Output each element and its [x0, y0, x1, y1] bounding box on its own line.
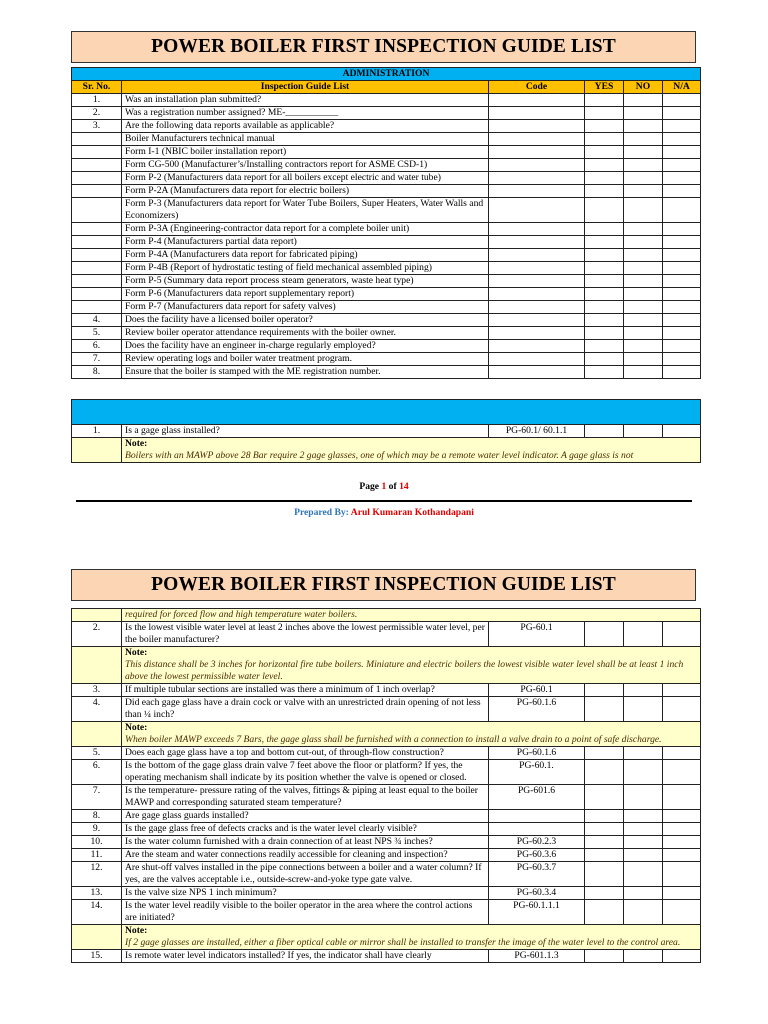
yes-cell[interactable]	[585, 862, 624, 887]
table-row	[72, 327, 701, 340]
row-text: Does the facility have an engineer in-charge regularly employed?	[122, 340, 489, 353]
yes-cell[interactable]	[585, 146, 624, 159]
na-cell[interactable]	[663, 340, 701, 353]
table-row	[72, 697, 701, 722]
no-cell[interactable]	[624, 697, 663, 722]
table-row	[72, 301, 701, 314]
no-cell[interactable]	[624, 425, 663, 438]
row-number	[72, 262, 122, 275]
row-code	[489, 353, 585, 366]
row-code	[489, 133, 585, 146]
na-cell[interactable]	[663, 133, 701, 146]
no-cell[interactable]	[624, 185, 663, 198]
table-row	[72, 288, 701, 301]
row-text: Form P-5 (Summary data report process steam generators, waste heat type)	[122, 275, 489, 288]
row-number: 11.	[72, 849, 122, 862]
row-code: PG-60.1.	[489, 760, 585, 785]
row-number	[72, 288, 122, 301]
na-cell[interactable]	[663, 862, 701, 887]
no-cell[interactable]	[624, 862, 663, 887]
yes-cell[interactable]	[585, 887, 624, 900]
table-row	[72, 249, 701, 262]
row-text: Are shut-off valves installed in the pipe connections between a boiler and a water column? If yes, are the valves acceptable i.e., outside-screw-and-yoke type gate valve.	[122, 862, 489, 887]
no-cell[interactable]	[624, 133, 663, 146]
row-code: PG-60.3.4	[489, 887, 585, 900]
no-cell[interactable]	[624, 107, 663, 120]
no-cell[interactable]	[624, 249, 663, 262]
row-code	[489, 198, 585, 223]
row-number: 12.	[72, 862, 122, 887]
row-number	[72, 223, 122, 236]
column-header: NO	[624, 81, 663, 94]
no-cell[interactable]	[624, 275, 663, 288]
no-cell[interactable]	[624, 198, 663, 223]
row-number	[72, 275, 122, 288]
row-text: Form P-3 (Manufacturers data report for Water Tube Boilers, Super Heaters, Water Walls and Economizers)	[122, 198, 489, 223]
yes-cell[interactable]	[585, 366, 624, 379]
row-code: PG-60.1	[489, 622, 585, 647]
note-label: Note:	[125, 647, 148, 658]
row-number: 6.	[72, 760, 122, 785]
inspection-table-administration	[71, 67, 701, 379]
yes-cell[interactable]	[585, 327, 624, 340]
yes-cell[interactable]	[585, 849, 624, 862]
no-cell[interactable]	[624, 366, 663, 379]
table-row	[72, 262, 701, 275]
row-code	[489, 288, 585, 301]
row-text: Are the steam and water connections readily accessible for cleaning and inspection?	[122, 849, 489, 862]
yes-cell[interactable]	[585, 684, 624, 697]
row-text: Are gage glass guards installed?	[122, 810, 489, 823]
row-code	[489, 120, 585, 133]
no-cell[interactable]	[624, 950, 663, 963]
na-cell[interactable]	[663, 760, 701, 785]
yes-cell[interactable]	[585, 120, 624, 133]
table-row	[72, 684, 701, 697]
na-cell[interactable]	[663, 887, 701, 900]
table-header	[72, 81, 701, 94]
table-row	[72, 146, 701, 159]
no-cell[interactable]	[624, 900, 663, 925]
note-text: When boiler MAWP exceeds 7 Bars, the gage glass shall be furnished with a connection to install a valve drain to a point of safe discharge.	[125, 734, 662, 745]
section-band	[72, 68, 701, 81]
na-cell[interactable]	[663, 159, 701, 172]
row-text: Form P-4B (Report of hydrostatic testing of field mechanical assembled piping)	[122, 262, 489, 275]
row-number	[72, 159, 122, 172]
table-row	[72, 340, 701, 353]
row-code	[489, 185, 585, 198]
row-number: 6.	[72, 340, 122, 353]
row-text: Boiler Manufacturers technical manual	[122, 133, 489, 146]
no-cell[interactable]	[624, 288, 663, 301]
yes-cell[interactable]	[585, 249, 624, 262]
row-text: Form CG-500 (Manufacturer’s/Installing contractors report for ASME CSD-1)	[122, 159, 489, 172]
row-number: 4.	[72, 314, 122, 327]
no-cell[interactable]	[624, 785, 663, 810]
table-row	[72, 107, 701, 120]
yes-cell[interactable]	[585, 301, 624, 314]
yes-cell[interactable]	[585, 185, 624, 198]
row-number: 7.	[72, 785, 122, 810]
yes-cell[interactable]	[585, 900, 624, 925]
yes-cell[interactable]	[585, 275, 624, 288]
row-number: 2.	[72, 107, 122, 120]
page-title: POWER BOILER FIRST INSPECTION GUIDE LIST	[71, 31, 696, 63]
row-code	[489, 327, 585, 340]
row-code	[489, 107, 585, 120]
table-row	[72, 849, 701, 862]
no-cell[interactable]	[624, 353, 663, 366]
row-code: PG-601.6	[489, 785, 585, 810]
row-number: 3.	[72, 684, 122, 697]
row-number: 7.	[72, 353, 122, 366]
na-cell[interactable]	[663, 198, 701, 223]
yes-cell[interactable]	[585, 262, 624, 275]
na-cell[interactable]	[663, 94, 701, 107]
row-code	[489, 366, 585, 379]
yes-cell[interactable]	[585, 198, 624, 223]
yes-cell[interactable]	[585, 236, 624, 249]
column-header: YES	[585, 81, 624, 94]
note-label: Note:	[125, 722, 148, 733]
row-number: 10.	[72, 836, 122, 849]
table-row	[72, 862, 701, 887]
column-header: N/A	[663, 81, 701, 94]
row-number: 1.	[72, 94, 122, 107]
table-row	[72, 236, 701, 249]
row-text: Was a registration number assigned? ME-___________	[122, 107, 489, 120]
note-text: This distance shall be 3 inches for horizontal fire tube boilers. Miniature and electric boilers the lowest visible water level shall be at least 1 inch above the lowest permissible water level.	[125, 659, 684, 682]
column-header: Inspection Guide List	[122, 81, 489, 94]
yes-cell[interactable]	[585, 760, 624, 785]
yes-cell[interactable]	[585, 340, 624, 353]
no-cell[interactable]	[624, 159, 663, 172]
na-cell[interactable]	[663, 823, 701, 836]
yes-cell[interactable]	[585, 288, 624, 301]
row-text: Is the bottom of the gage glass drain valve 7 feet above the floor or platform? If yes, the operating mechanism shall indicate by its position whether the valve is opened or closed.	[122, 760, 489, 785]
note-label: Note:	[125, 438, 148, 449]
row-number	[72, 236, 122, 249]
yes-cell[interactable]	[585, 836, 624, 849]
row-code	[489, 223, 585, 236]
row-code: PG-60.3.6	[489, 849, 585, 862]
na-cell[interactable]	[663, 836, 701, 849]
row-code	[489, 236, 585, 249]
na-cell[interactable]	[663, 275, 701, 288]
row-code: PG-60.1/ 60.1.1	[489, 425, 585, 438]
note-row	[72, 925, 701, 950]
row-code	[489, 810, 585, 823]
yes-cell[interactable]	[585, 133, 624, 146]
na-cell[interactable]	[663, 301, 701, 314]
row-text: Form P-7 (Manufacturers data report for safety valves)	[122, 301, 489, 314]
row-text: Did each gage glass have a drain cock or valve with an unrestricted drain opening of not less than ¼ inch?	[122, 697, 489, 722]
row-number	[72, 185, 122, 198]
row-text: Does the facility have a licensed boiler operator?	[122, 314, 489, 327]
row-code: PG-601.1.3	[489, 950, 585, 963]
na-cell[interactable]	[663, 785, 701, 810]
no-cell[interactable]	[624, 327, 663, 340]
na-cell[interactable]	[663, 900, 701, 925]
yes-cell[interactable]	[585, 747, 624, 760]
row-text: Was an installation plan submitted?	[122, 94, 489, 107]
no-cell[interactable]	[624, 146, 663, 159]
yes-cell[interactable]	[585, 785, 624, 810]
na-cell[interactable]	[663, 327, 701, 340]
row-number: 9.	[72, 823, 122, 836]
row-code: PG-60.1.6	[489, 697, 585, 722]
table-row	[72, 120, 701, 133]
row-number	[72, 198, 122, 223]
table-row	[72, 314, 701, 327]
table-row	[72, 747, 701, 760]
row-code	[489, 340, 585, 353]
note-text: required for forced flow and high temperature water boilers.	[125, 609, 358, 620]
yes-cell[interactable]	[585, 950, 624, 963]
yes-cell[interactable]	[585, 697, 624, 722]
na-cell[interactable]	[663, 236, 701, 249]
na-cell[interactable]	[663, 849, 701, 862]
row-text: Form P-4A (Manufacturers data report for fabricated piping)	[122, 249, 489, 262]
footer-divider	[76, 500, 692, 502]
row-text: Is the valve size NPS 1 inch minimum?	[122, 887, 489, 900]
row-code	[489, 823, 585, 836]
table-row	[72, 836, 701, 849]
row-number	[72, 172, 122, 185]
row-code	[489, 301, 585, 314]
na-cell[interactable]	[663, 120, 701, 133]
row-text: Review operating logs and boiler water treatment program.	[122, 353, 489, 366]
na-cell[interactable]	[663, 425, 701, 438]
row-code	[489, 159, 585, 172]
row-text: Form P-2A (Manufacturers data report for electric boilers)	[122, 185, 489, 198]
table-row	[72, 159, 701, 172]
no-cell[interactable]	[624, 823, 663, 836]
no-cell[interactable]	[624, 747, 663, 760]
yes-cell[interactable]	[585, 425, 624, 438]
na-cell[interactable]	[663, 366, 701, 379]
table-row	[72, 94, 701, 107]
na-cell[interactable]	[663, 950, 701, 963]
row-number: 3.	[72, 120, 122, 133]
na-cell[interactable]	[663, 622, 701, 647]
na-cell[interactable]	[663, 747, 701, 760]
row-number: 8.	[72, 810, 122, 823]
na-cell[interactable]	[663, 107, 701, 120]
no-cell[interactable]	[624, 223, 663, 236]
no-cell[interactable]	[624, 262, 663, 275]
row-text: Are the following data reports available as applicable?	[122, 120, 489, 133]
table-row	[72, 198, 701, 223]
table-row	[72, 133, 701, 146]
yes-cell[interactable]	[585, 172, 624, 185]
row-code: PG-60.1.1.1	[489, 900, 585, 925]
row-code: PG-60.1.6	[489, 747, 585, 760]
page-number: Page 1 of 14	[359, 481, 409, 492]
section-title: ADMINISTRATION	[72, 68, 701, 81]
row-number: 1.	[72, 425, 122, 438]
yes-cell[interactable]	[585, 223, 624, 236]
inspection-table-gage-glass	[71, 399, 701, 463]
row-text: Is the gage glass free of defects cracks and is the water level clearly visible?	[122, 823, 489, 836]
section-band	[72, 400, 701, 425]
note-row	[72, 647, 701, 684]
na-cell[interactable]	[663, 223, 701, 236]
na-cell[interactable]	[663, 172, 701, 185]
row-text: Is remote water level indicators installed? If yes, the indicator shall have clearly	[122, 950, 489, 963]
no-cell[interactable]	[624, 301, 663, 314]
na-cell[interactable]	[663, 697, 701, 722]
row-number: 2.	[72, 622, 122, 647]
row-text: Form I-1 (NBIC boiler installation report)	[122, 146, 489, 159]
note-row	[72, 722, 701, 747]
no-cell[interactable]	[624, 340, 663, 353]
row-text: Is a gage glass installed?	[122, 425, 489, 438]
inspection-table-page-2	[71, 608, 701, 963]
row-number	[72, 249, 122, 262]
no-cell[interactable]	[624, 622, 663, 647]
table-row	[72, 785, 701, 810]
table-row	[72, 887, 701, 900]
na-cell[interactable]	[663, 249, 701, 262]
na-cell[interactable]	[663, 262, 701, 275]
yes-cell[interactable]	[585, 353, 624, 366]
yes-cell[interactable]	[585, 94, 624, 107]
table-row	[72, 223, 701, 236]
table-row	[72, 622, 701, 647]
table-row	[72, 950, 701, 963]
na-cell[interactable]	[663, 684, 701, 697]
no-cell[interactable]	[624, 849, 663, 862]
yes-cell[interactable]	[585, 314, 624, 327]
row-number: 15.	[72, 950, 122, 963]
yes-cell[interactable]	[585, 823, 624, 836]
row-text: If multiple tubular sections are installed was there a minimum of 1 inch overlap?	[122, 684, 489, 697]
table-row	[72, 760, 701, 785]
no-cell[interactable]	[624, 314, 663, 327]
row-text: Is the lowest visible water level at least 2 inches above the lowest permissible water level, per the boiler manufacturer?	[122, 622, 489, 647]
note-row	[72, 609, 701, 622]
note-text: Boilers with an MAWP above 28 Bar require 2 gage glasses, one of which may be a remote water level indicator. A gage glass is not	[125, 450, 634, 461]
no-cell[interactable]	[624, 120, 663, 133]
row-code	[489, 172, 585, 185]
row-text: Is the temperature- pressure rating of the valves, fittings & piping at least equal to the boiler MAWP and corresponding saturated steam temperature?	[122, 785, 489, 810]
yes-cell[interactable]	[585, 107, 624, 120]
no-cell[interactable]	[624, 172, 663, 185]
row-code: PG-60.2.3	[489, 836, 585, 849]
row-text: Form P-3A (Engineering-contractor data report for a complete boiler unit)	[122, 223, 489, 236]
table-row	[72, 823, 701, 836]
row-code	[489, 262, 585, 275]
row-text: Is the water level readily visible to the boiler operator in the area where the control actions are initiated?	[122, 900, 489, 925]
row-number	[72, 133, 122, 146]
table-row	[72, 810, 701, 823]
row-text: Review boiler operator attendance requirements with the boiler owner.	[122, 327, 489, 340]
na-cell[interactable]	[663, 314, 701, 327]
column-header: Code	[489, 81, 585, 94]
yes-cell[interactable]	[585, 159, 624, 172]
na-cell[interactable]	[663, 146, 701, 159]
row-number: 8.	[72, 366, 122, 379]
table-row	[72, 366, 701, 379]
row-code	[489, 146, 585, 159]
no-cell[interactable]	[624, 836, 663, 849]
no-cell[interactable]	[624, 94, 663, 107]
row-code: PG-60.1	[489, 684, 585, 697]
row-code	[489, 94, 585, 107]
row-number	[72, 301, 122, 314]
table-row	[72, 275, 701, 288]
note-text: If 2 gage glasses are installed, either a fiber optical cable or mirror shall be installed to transfer the image of the water level to the control area.	[125, 937, 681, 948]
no-cell[interactable]	[624, 760, 663, 785]
table-row	[72, 353, 701, 366]
table-row	[72, 172, 701, 185]
row-text: Form P-6 (Manufacturers data report supplementary report)	[122, 288, 489, 301]
row-text: Is the water column furnished with a drain connection of at least NPS ¾ inches?	[122, 836, 489, 849]
row-number: 4.	[72, 697, 122, 722]
row-code: PG-60.3.7	[489, 862, 585, 887]
column-header: Sr. No.	[72, 81, 122, 94]
note-label: Note:	[125, 925, 148, 936]
row-number: 13.	[72, 887, 122, 900]
row-code	[489, 249, 585, 262]
table-row	[72, 425, 701, 438]
row-text: Ensure that the boiler is stamped with the ME registration number.	[122, 366, 489, 379]
na-cell[interactable]	[663, 810, 701, 823]
row-text: Does each gage glass have a top and bottom cut-out, of through-flow construction?	[122, 747, 489, 760]
no-cell[interactable]	[624, 236, 663, 249]
row-number	[72, 146, 122, 159]
row-number: 14.	[72, 900, 122, 925]
table-row	[72, 900, 701, 925]
page-title-2: POWER BOILER FIRST INSPECTION GUIDE LIST	[71, 569, 696, 601]
row-number: 5.	[72, 327, 122, 340]
row-text: Form P-4 (Manufacturers partial data report)	[122, 236, 489, 249]
prepared-by: Prepared By: Arul Kumaran Kothandapani	[294, 507, 474, 518]
row-number: 5.	[72, 747, 122, 760]
no-cell[interactable]	[624, 887, 663, 900]
no-cell[interactable]	[624, 684, 663, 697]
yes-cell[interactable]	[585, 622, 624, 647]
na-cell[interactable]	[663, 288, 701, 301]
row-text: Form P-2 (Manufacturers data report for all boilers except electric and water tube)	[122, 172, 489, 185]
no-cell[interactable]	[624, 810, 663, 823]
yes-cell[interactable]	[585, 810, 624, 823]
table-row	[72, 185, 701, 198]
na-cell[interactable]	[663, 353, 701, 366]
note-row	[72, 438, 701, 463]
na-cell[interactable]	[663, 185, 701, 198]
row-code	[489, 275, 585, 288]
row-code	[489, 314, 585, 327]
